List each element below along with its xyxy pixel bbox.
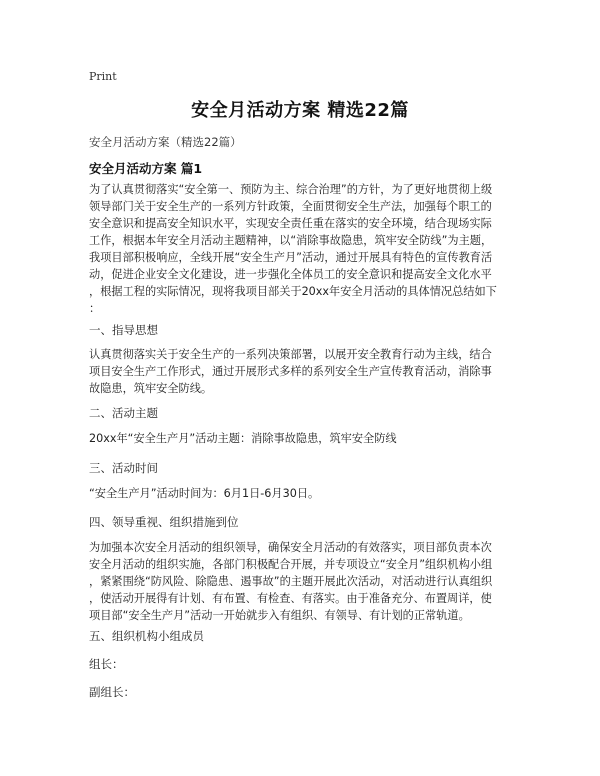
section-title: 安全月活动方案 篇1 bbox=[89, 161, 203, 176]
paragraph-line: 安全月活动的组织实施，各部门积极配合开展，并专项设立“安全月”组织机构小组 bbox=[89, 558, 493, 571]
intro-paragraph bbox=[89, 181, 524, 317]
paragraph-line: 为了认真贯彻落实“安全第一、预防为主、综合治理”的方针，为了更好地贯彻上级 bbox=[89, 183, 493, 196]
subtitle: 安全月活动方案（精选22篇） bbox=[89, 135, 242, 149]
theme-paragraph bbox=[89, 430, 524, 447]
paragraph-line: 我项目部积极响应，全线开展“安全生产月”活动，通过开展具有特色的宣传教育活 bbox=[89, 251, 493, 264]
print-label: Print bbox=[89, 70, 117, 83]
deputy-leader-label: 副组长： bbox=[89, 685, 135, 699]
paragraph-line: ： bbox=[89, 302, 101, 315]
paragraph-line: ，根据工程的实际情况，现将我项目部关于20xx年安全月活动的具体情况总结如下 bbox=[89, 285, 497, 298]
paragraph-line: 故隐患，筑牢安全防线。 bbox=[89, 382, 213, 395]
paragraph-line: ，紧紧围绕“防风险、除隐患、遏事故”的主题开展此次活动，对活动进行认真组织 bbox=[89, 575, 493, 588]
paragraph-line: 为加强本次安全月活动的组织领导，确保安全月活动的有效落实，项目部负责本次 bbox=[89, 541, 492, 554]
time-paragraph bbox=[89, 485, 524, 502]
paragraph-line: 项目部“安全生产月”活动一开始就步入有组织、有领导、有计划的正常轨道。 bbox=[89, 609, 470, 622]
paragraph-line: 安全意识和提高安全知识水平，实现安全责任重在落实的安全环境，结合现场实际 bbox=[89, 217, 492, 230]
heading-activity-theme: 二、活动主题 bbox=[89, 406, 158, 420]
paragraph-line: 20xx年“安全生产月”活动主题：消除事故隐患，筑牢安全防线 bbox=[89, 432, 397, 445]
paragraph-line: 动，促进企业安全文化建设，进一步强化全体员工的安全意识和提高安全文化水平 bbox=[89, 268, 492, 281]
heading-activity-time: 三、活动时间 bbox=[89, 461, 158, 475]
paragraph-line: 认真贯彻落实关于安全生产的一系列决策部署，以展开安全教育行动为主线，结合 bbox=[89, 348, 492, 361]
heading-guiding-ideology: 一、指导思想 bbox=[89, 323, 158, 337]
paragraph-line: 工作，根据本年安全月活动主题精神，以“消除事故隐患，筑牢安全防线”为主题， bbox=[89, 234, 493, 247]
leadership-paragraph bbox=[89, 539, 524, 624]
paragraph-line: “安全生产月”活动时间为：6月1日-6月30日。 bbox=[89, 487, 320, 500]
heading-leadership: 四、领导重视、组织措施到位 bbox=[89, 515, 239, 529]
page-title: 安全月活动方案 精选22篇 bbox=[191, 100, 409, 121]
paragraph-line: 项目安全生产工作形式，通过开展形式多样的系列安全生产宣传教育活动，消除事 bbox=[89, 365, 492, 378]
guide-paragraph bbox=[89, 346, 524, 397]
paragraph-line: 领导部门关于安全生产的一系列方针政策，全面贯彻安全生产法，加强每个职工的 bbox=[89, 200, 492, 213]
leader-label: 组长： bbox=[89, 657, 124, 671]
heading-organization-members: 五、组织机构小组成员 bbox=[89, 629, 204, 643]
paragraph-line: ，使活动开展得有计划、有布置、有检查、有落实。由于准备充分、布置周详，使 bbox=[89, 592, 492, 605]
